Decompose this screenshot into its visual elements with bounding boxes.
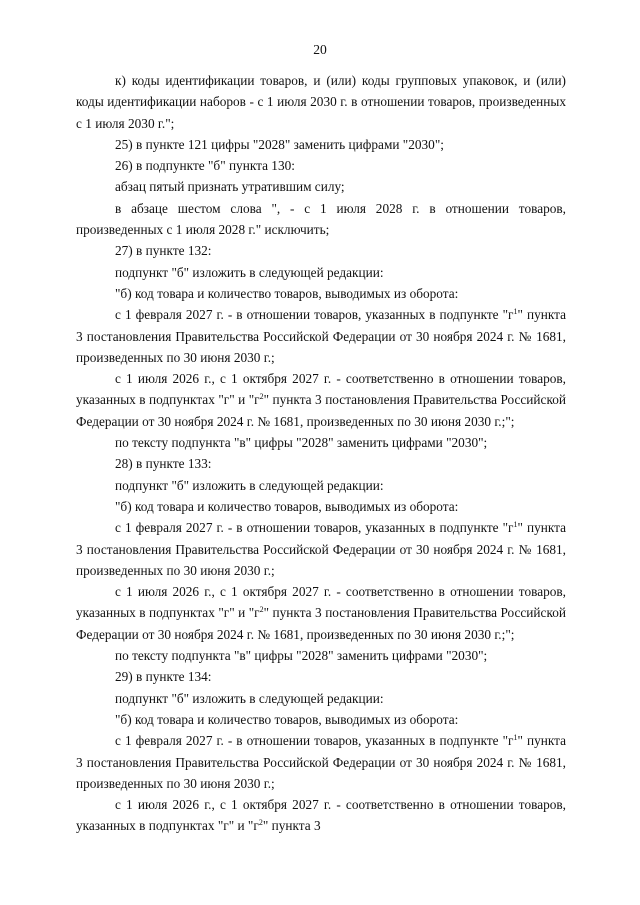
paragraph: по тексту подпункта "в" цифры "2028" заменить цифрами "2030"; — [115, 435, 488, 451]
superscript: 1 — [513, 520, 518, 530]
paragraph: 25) в пункте 121 цифры "2028" заменить цифрами "2030"; — [115, 136, 444, 152]
paragraph: "б) код товара и количество товаров, выводимых из оборота: — [115, 498, 459, 514]
paragraph — [76, 304, 566, 368]
paragraph: к) коды идентификации товаров, и (или) коды групповых упаковок, и (или) коды идентификации наборов - с 1 июля 2030 г. в отношении товаров, произведенных с 1 июля 2030 г."; — [76, 73, 566, 131]
paragraph-text: с 1 февраля 2027 г. - в отношении товаров, указанных в подпункте "г — [115, 733, 514, 749]
paragraph — [76, 581, 566, 645]
superscript: 1 — [513, 733, 518, 743]
paragraph — [76, 368, 566, 432]
paragraph-text: с 1 февраля 2027 г. - в отношении товаров, указанных в подпункте "г — [115, 307, 514, 323]
paragraph-text: с 1 июля 2026 г., с 1 октября 2027 г. - соответственно в отношении товаров, указанных в подпунктах "г" и "г — [76, 797, 566, 834]
page-number: 20 — [313, 42, 327, 57]
paragraph-text: " пункта 3 постановления Правительства Российской Федерации от 30 ноября 2024 г. № 1681, произведенных по 30 июня 2030 г.;"; — [76, 392, 566, 429]
paragraph: подпункт "б" изложить в следующей редакции: — [115, 264, 384, 280]
paragraph: в абзаце шестом слова ", - с 1 июля 2028 г. в отношении товаров, произведенных с 1 июля 2028 г." исключить; — [76, 200, 566, 238]
superscript: 2 — [259, 392, 264, 402]
superscript: 2 — [258, 818, 263, 828]
paragraph: 27) в пункте 132: — [115, 243, 212, 259]
paragraph-text: " пункта 3 постановления Правительства Российской Федерации от 30 ноября 2024 г. № 1681, произведенных по 30 июня 2030 г.; — [76, 520, 567, 578]
paragraph: подпункт "б" изложить в следующей редакции: — [115, 477, 384, 493]
superscript: 2 — [259, 605, 264, 615]
paragraph: 26) в подпункте "б" пункта 130: — [115, 158, 295, 174]
paragraph-text: " пункта 3 — [262, 818, 321, 834]
paragraph: 28) в пункте 133: — [115, 456, 212, 472]
paragraph — [76, 794, 566, 837]
paragraph: 29) в пункте 134: — [115, 669, 212, 685]
paragraph-text: " пункта 3 постановления Правительства Российской Федерации от 30 ноября 2024 г. № 1681, произведенных по 30 июня 2030 г.; — [76, 733, 567, 791]
superscript: 1 — [513, 307, 518, 317]
paragraph — [76, 730, 566, 794]
paragraph: "б) код товара и количество товаров, выводимых из оборота: — [115, 285, 459, 301]
paragraph-text: с 1 июля 2026 г., с 1 октября 2027 г. - соответственно в отношении товаров, указанных в подпунктах "г" и "г — [76, 371, 566, 408]
paragraph — [76, 517, 566, 581]
paragraph: подпункт "б" изложить в следующей редакции: — [115, 690, 384, 706]
document-body — [76, 70, 566, 837]
paragraph-text: с 1 июля 2026 г., с 1 октября 2027 г. - соответственно в отношении товаров, указанных в подпунктах "г" и "г — [76, 584, 566, 621]
paragraph-text: " пункта 3 постановления Правительства Российской Федерации от 30 ноября 2024 г. № 1681, произведенных по 30 июня 2030 г.;"; — [76, 605, 566, 642]
paragraph-text: с 1 февраля 2027 г. - в отношении товаров, указанных в подпункте "г — [115, 520, 514, 536]
paragraph: абзац пятый признать утратившим силу; — [115, 179, 345, 195]
paragraph: "б) код товара и количество товаров, выводимых из оборота: — [115, 711, 459, 727]
paragraph: по тексту подпункта "в" цифры "2028" заменить цифрами "2030"; — [115, 648, 488, 664]
paragraph-text: " пункта 3 постановления Правительства Российской Федерации от 30 ноября 2024 г. № 1681, произведенных по 30 июня 2030 г.; — [76, 307, 567, 365]
